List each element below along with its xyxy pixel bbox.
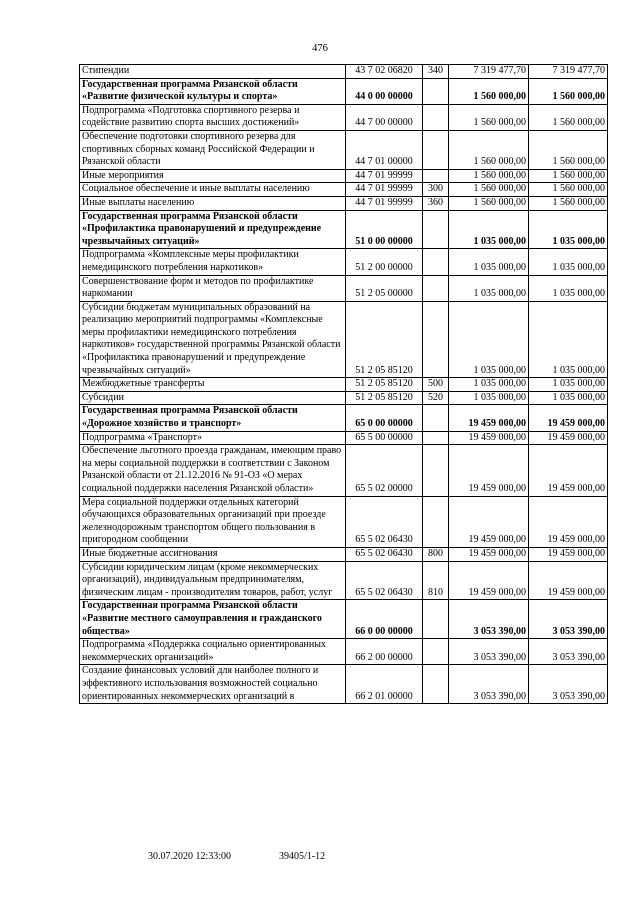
row-csr-code: 44 0 00 00000 <box>346 78 423 104</box>
row-sum-1: 1 035 000,00 <box>449 249 529 275</box>
row-sum-1: 1 035 000,00 <box>449 378 529 392</box>
row-csr-code: 44 7 01 99999 <box>346 183 423 197</box>
row-sum-2: 1 560 000,00 <box>529 130 608 169</box>
budget-table <box>79 64 608 704</box>
row-name: Обеспечение льготного проезда гражданам, имеющим право на меры социальной поддержки в соответствии с Законом Рязанской области от 21.12.2016 № 91-ОЗ «О мерах социальной поддержки населения Рязанской области» <box>80 445 346 496</box>
budget-table-body <box>80 65 608 704</box>
row-csr-code: 51 0 00 00000 <box>346 210 423 249</box>
row-csr-code: 51 2 05 85120 <box>346 378 423 392</box>
row-sum-1: 19 459 000,00 <box>449 496 529 547</box>
row-sum-2: 1 035 000,00 <box>529 378 608 392</box>
row-sum-2: 19 459 000,00 <box>529 445 608 496</box>
row-sum-1: 1 560 000,00 <box>449 196 529 210</box>
row-name: Подпрограмма «Поддержка социально ориентированных некоммерческих организаций» <box>80 639 346 665</box>
row-name: Иные бюджетные ассигнования <box>80 547 346 561</box>
row-sum-1: 1 560 000,00 <box>449 183 529 197</box>
row-sum-2: 1 560 000,00 <box>529 169 608 183</box>
row-sum-2: 3 053 390,00 <box>529 600 608 639</box>
row-sum-2: 1 560 000,00 <box>529 104 608 130</box>
table-row <box>80 196 608 210</box>
row-csr-code: 44 7 01 00000 <box>346 130 423 169</box>
table-row <box>80 78 608 104</box>
row-sum-1: 1 035 000,00 <box>449 210 529 249</box>
row-vr-code <box>423 130 449 169</box>
row-name: Государственная программа Рязанской области «Развитие физической культуры и спорта» <box>80 78 346 104</box>
row-sum-2: 1 560 000,00 <box>529 78 608 104</box>
row-sum-2: 3 053 390,00 <box>529 639 608 665</box>
row-name: Подпрограмма «Комплексные меры профилактики немедицинского потребления наркотиков» <box>80 249 346 275</box>
row-name: Субсидии юридическим лицам (кроме некоммерческих организаций), индивидуальным предпринимателям, физическим лицам - производителям товаров, работ, услуг <box>80 561 346 600</box>
row-sum-1: 19 459 000,00 <box>449 561 529 600</box>
row-vr-code <box>423 301 449 378</box>
row-sum-2: 19 459 000,00 <box>529 431 608 445</box>
row-sum-1: 1 560 000,00 <box>449 130 529 169</box>
row-name: Межбюджетные трансферты <box>80 378 346 392</box>
row-sum-1: 1 560 000,00 <box>449 169 529 183</box>
row-name: Подпрограмма «Подготовка спортивного резерва и содействие развитию спорта высших достижений» <box>80 104 346 130</box>
table-row <box>80 665 608 704</box>
footer-timestamp: 30.07.2020 12:33:00 <box>148 851 232 862</box>
table-row <box>80 169 608 183</box>
row-name: Иные мероприятия <box>80 169 346 183</box>
row-vr-code: 810 <box>423 561 449 600</box>
row-name: Подпрограмма «Транспорт» <box>80 431 346 445</box>
page-number: 476 <box>312 43 328 54</box>
row-sum-2: 1 035 000,00 <box>529 249 608 275</box>
row-vr-code <box>423 600 449 639</box>
table-row <box>80 431 608 445</box>
table-row <box>80 391 608 405</box>
row-name: Совершенствование форм и методов по профилактике наркомании <box>80 275 346 301</box>
row-csr-code: 43 7 02 06820 <box>346 65 423 79</box>
table-row <box>80 65 608 79</box>
row-name: Субсидии <box>80 391 346 405</box>
table-row <box>80 496 608 547</box>
table-row <box>80 561 608 600</box>
table-row <box>80 445 608 496</box>
row-csr-code: 51 2 05 85120 <box>346 391 423 405</box>
row-csr-code: 44 7 01 99999 <box>346 169 423 183</box>
row-sum-2: 1 035 000,00 <box>529 210 608 249</box>
row-sum-1: 19 459 000,00 <box>449 431 529 445</box>
row-name: Субсидии бюджетам муниципальных образований на реализацию мероприятий подпрограммы «Комплексные меры профилактики немедицинского потребления наркотиков» государственной программы Рязанской области «Профилактика правонарушений и предупреждение чрезвычайных ситуаций» <box>80 301 346 378</box>
row-name: Социальное обеспечение и иные выплаты населению <box>80 183 346 197</box>
row-sum-1: 1 035 000,00 <box>449 275 529 301</box>
row-vr-code <box>423 405 449 431</box>
row-sum-1: 1 560 000,00 <box>449 78 529 104</box>
row-name: Стипендии <box>80 65 346 79</box>
row-vr-code <box>423 104 449 130</box>
row-sum-2: 19 459 000,00 <box>529 405 608 431</box>
row-sum-2: 1 560 000,00 <box>529 183 608 197</box>
row-vr-code <box>423 210 449 249</box>
row-sum-1: 3 053 390,00 <box>449 665 529 704</box>
footer-doc-number: 39405/1-12 <box>279 851 326 862</box>
row-csr-code: 51 2 05 85120 <box>346 301 423 378</box>
row-sum-2: 19 459 000,00 <box>529 547 608 561</box>
row-vr-code: 340 <box>423 65 449 79</box>
row-sum-2: 7 319 477,70 <box>529 65 608 79</box>
row-sum-1: 19 459 000,00 <box>449 547 529 561</box>
table-row <box>80 378 608 392</box>
row-vr-code <box>423 665 449 704</box>
row-sum-1: 1 560 000,00 <box>449 104 529 130</box>
row-name: Создание финансовых условий для наиболее полного и эффективного использования возможностей социально ориентированных некоммерческих организаций в <box>80 665 346 704</box>
row-vr-code <box>423 275 449 301</box>
row-vr-code <box>423 249 449 275</box>
row-csr-code: 66 0 00 00000 <box>346 600 423 639</box>
table-row <box>80 130 608 169</box>
row-vr-code <box>423 639 449 665</box>
row-vr-code <box>423 431 449 445</box>
table-row <box>80 405 608 431</box>
table-row <box>80 547 608 561</box>
row-name: Государственная программа Рязанской области «Дорожное хозяйство и транспорт» <box>80 405 346 431</box>
row-vr-code <box>423 445 449 496</box>
table-row <box>80 600 608 639</box>
row-sum-2: 3 053 390,00 <box>529 665 608 704</box>
row-csr-code: 65 0 00 00000 <box>346 405 423 431</box>
row-csr-code: 65 5 00 00000 <box>346 431 423 445</box>
table-row <box>80 249 608 275</box>
row-sum-2: 19 459 000,00 <box>529 561 608 600</box>
row-csr-code: 44 7 01 99999 <box>346 196 423 210</box>
row-csr-code: 44 7 00 00000 <box>346 104 423 130</box>
row-vr-code <box>423 78 449 104</box>
row-csr-code: 51 2 05 00000 <box>346 275 423 301</box>
row-sum-1: 7 319 477,70 <box>449 65 529 79</box>
row-sum-2: 1 035 000,00 <box>529 275 608 301</box>
table-row <box>80 639 608 665</box>
row-sum-1: 1 035 000,00 <box>449 301 529 378</box>
row-csr-code: 65 5 02 00000 <box>346 445 423 496</box>
row-csr-code: 65 5 02 06430 <box>346 561 423 600</box>
row-name: Государственная программа Рязанской области «Профилактика правонарушений и предупреждение чрезвычайных ситуаций» <box>80 210 346 249</box>
row-csr-code: 66 2 01 00000 <box>346 665 423 704</box>
row-vr-code <box>423 169 449 183</box>
row-vr-code: 800 <box>423 547 449 561</box>
row-sum-1: 3 053 390,00 <box>449 639 529 665</box>
row-name: Мера социальной поддержки отдельных категорий обучающихся образовательных организаций при проезде железнодорожным транспортом общего пользования в пригородном сообщении <box>80 496 346 547</box>
row-sum-1: 1 035 000,00 <box>449 391 529 405</box>
table-row <box>80 275 608 301</box>
row-sum-2: 1 560 000,00 <box>529 196 608 210</box>
row-vr-code <box>423 496 449 547</box>
row-vr-code: 520 <box>423 391 449 405</box>
row-vr-code: 500 <box>423 378 449 392</box>
table-row <box>80 301 608 378</box>
row-sum-1: 19 459 000,00 <box>449 405 529 431</box>
row-name: Иные выплаты населению <box>80 196 346 210</box>
row-name: Обеспечение подготовки спортивного резерва для спортивных сборных команд Российской Федерации и Рязанской области <box>80 130 346 169</box>
row-csr-code: 65 5 02 06430 <box>346 496 423 547</box>
row-vr-code: 360 <box>423 196 449 210</box>
row-csr-code: 66 2 00 00000 <box>346 639 423 665</box>
row-sum-2: 19 459 000,00 <box>529 496 608 547</box>
table-row <box>80 210 608 249</box>
row-name: Государственная программа Рязанской области «Развитие местного самоуправления и гражданского общества» <box>80 600 346 639</box>
row-sum-2: 1 035 000,00 <box>529 301 608 378</box>
row-sum-1: 19 459 000,00 <box>449 445 529 496</box>
table-row <box>80 104 608 130</box>
row-sum-1: 3 053 390,00 <box>449 600 529 639</box>
row-csr-code: 51 2 00 00000 <box>346 249 423 275</box>
row-csr-code: 65 5 02 06430 <box>346 547 423 561</box>
table-row <box>80 183 608 197</box>
row-sum-2: 1 035 000,00 <box>529 391 608 405</box>
row-vr-code: 300 <box>423 183 449 197</box>
